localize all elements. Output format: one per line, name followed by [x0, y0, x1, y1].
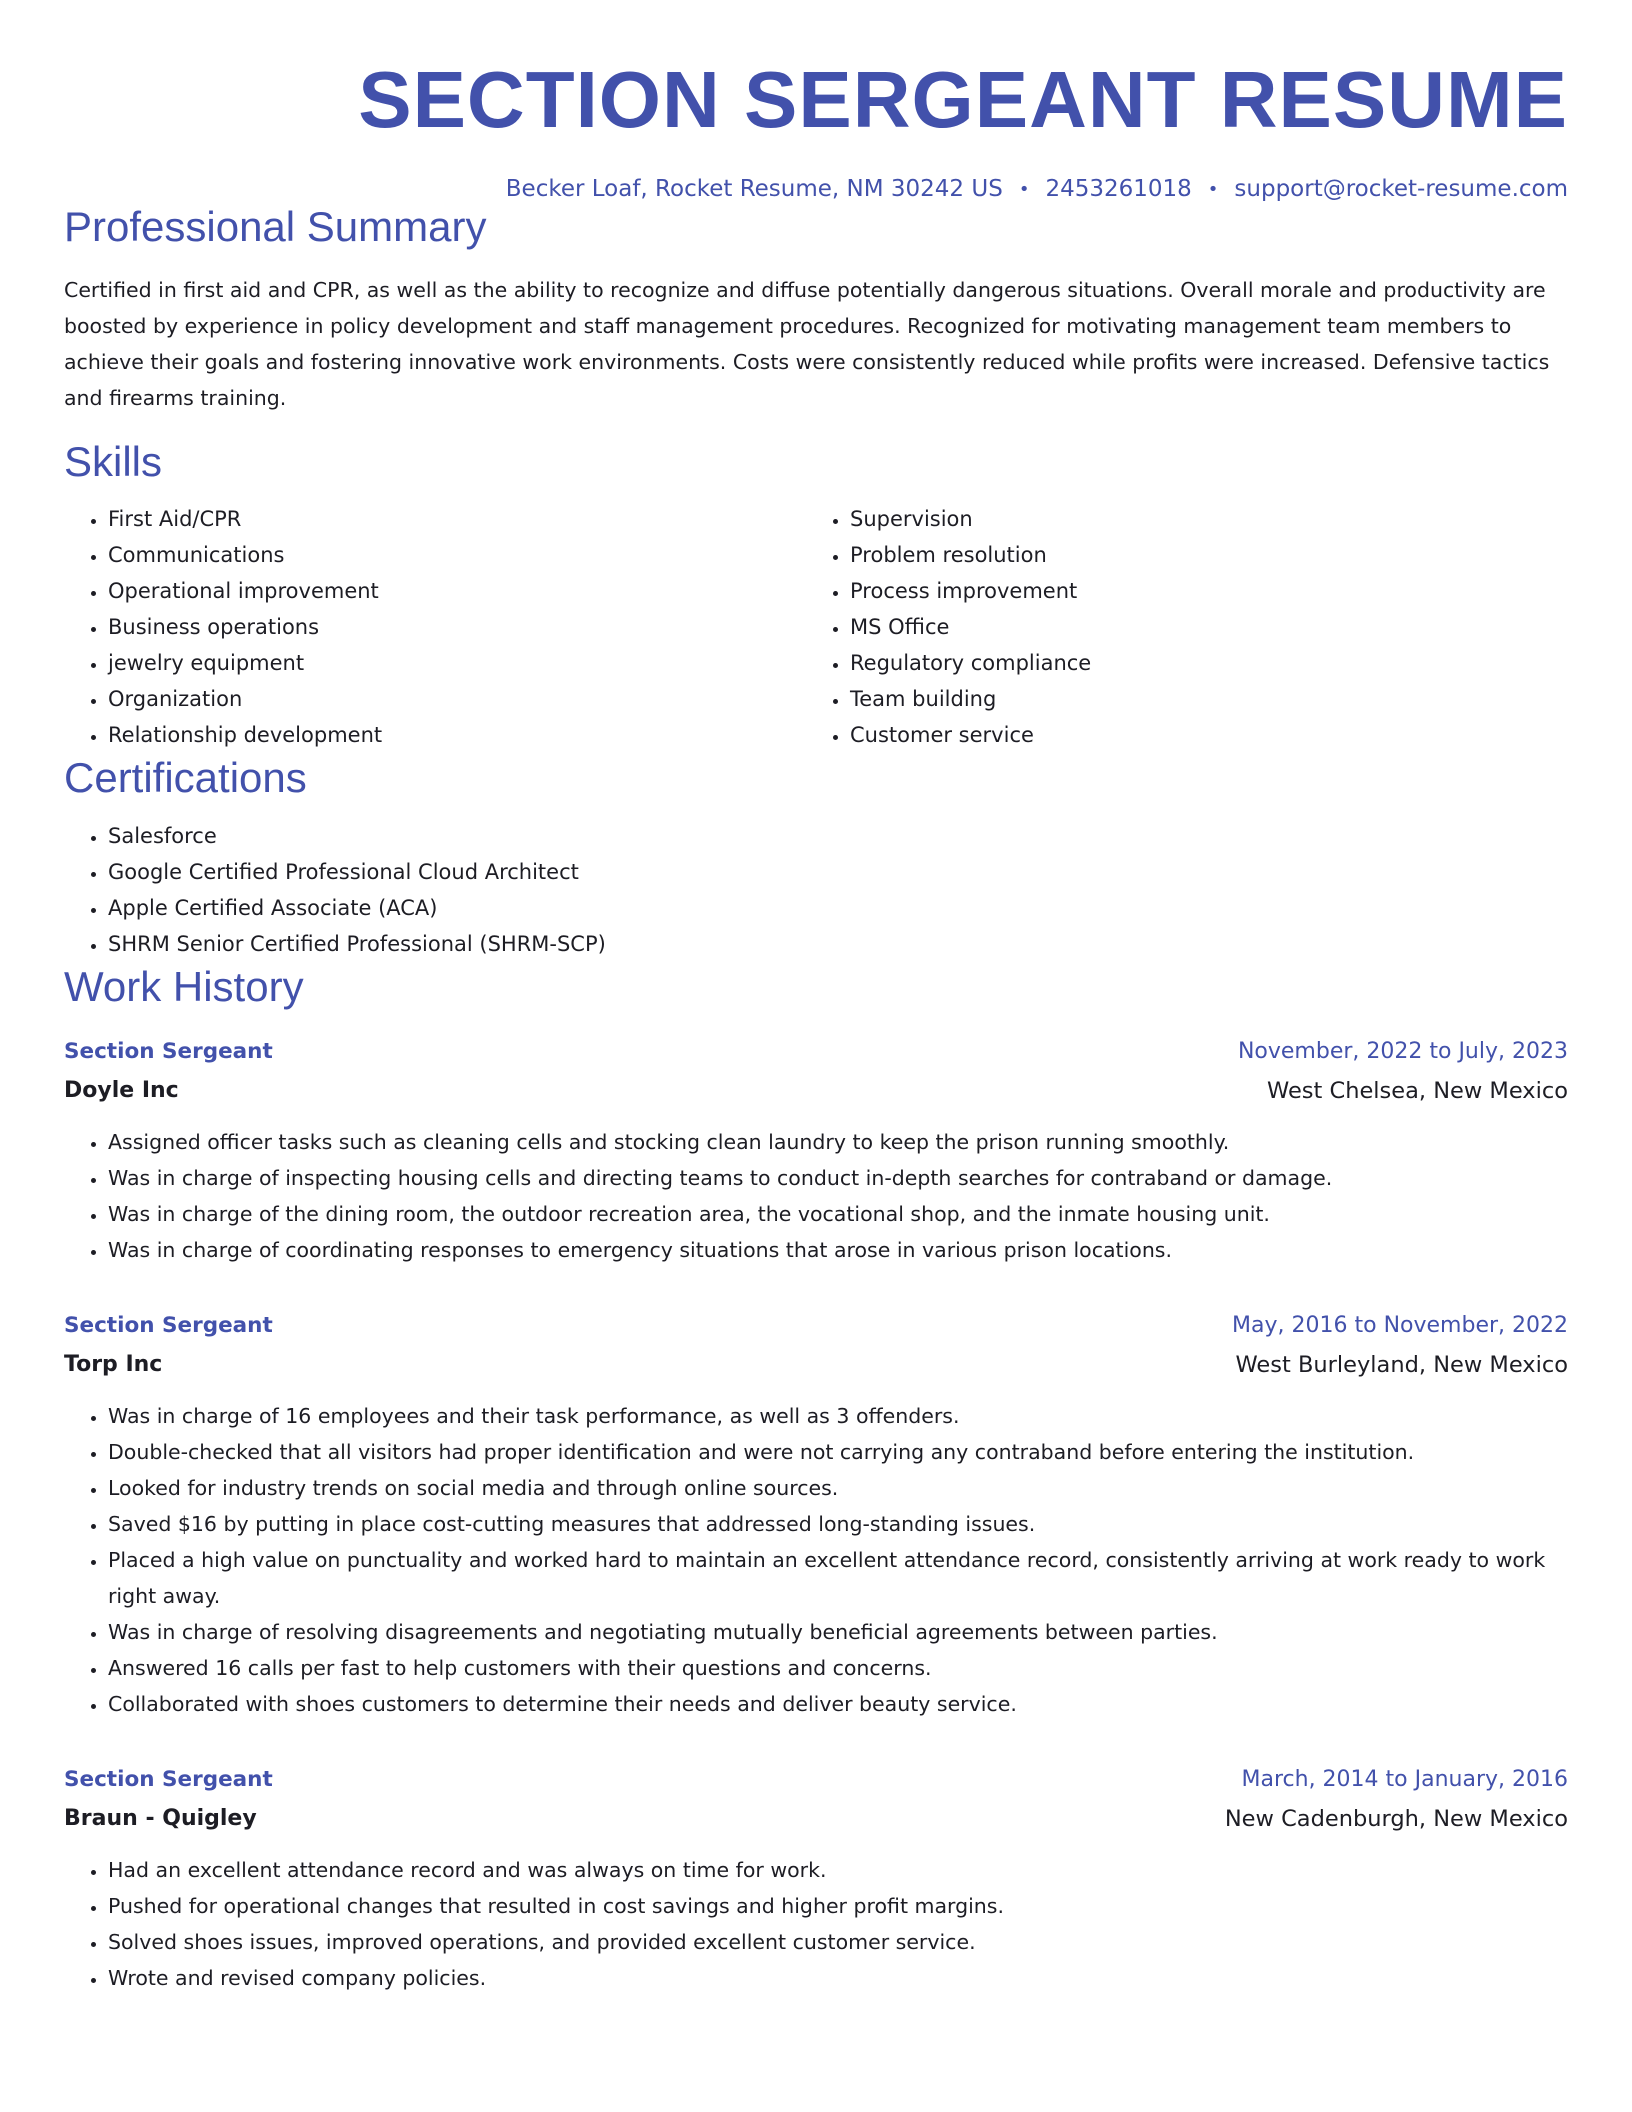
skill-item: • Problem resolution [850, 537, 1568, 573]
job-bullet: • Was in charge of inspecting housing cells and directing teams to conduct in-depth searches for contraband or damage. [108, 1160, 1568, 1196]
skill-item: • First Aid/CPR [108, 501, 806, 537]
job-bullets [64, 1398, 1568, 1722]
job-bullet: • Was in charge of the dining room, the outdoor recreation area, the vocational shop, and the inmate housing unit. [108, 1196, 1568, 1232]
job-bullet: • Looked for industry trends on social media and through online sources. [108, 1470, 1568, 1506]
skill-item: • jewelry equipment [108, 645, 806, 681]
separator-dot: • [1207, 178, 1219, 200]
job-bullet: • Pushed for operational changes that resulted in cost savings and higher profit margins. [108, 1888, 1568, 1924]
separator-dot: • [1018, 178, 1030, 200]
job-bullet: • Collaborated with shoes customers to determine their needs and deliver beauty service. [108, 1686, 1568, 1722]
skills-heading: Skills [64, 437, 163, 485]
job-entry [64, 1760, 1568, 1996]
resume-title: SECTION SERGEANT RESUME [358, 55, 1568, 144]
job-bullet: • Had an excellent attendance record and was always on time for work. [108, 1852, 1568, 1888]
job-location: West Burleyland, New Mexico [1235, 1352, 1568, 1379]
job-bullet: • Solved shoes issues, improved operations, and provided excellent customer service. [108, 1924, 1568, 1960]
skills-column-right [806, 501, 1568, 753]
certification-item: • Google Certified Professional Cloud Architect [108, 854, 1568, 890]
certification-item: • SHRM Senior Certified Professional (SHRM-SCP) [108, 926, 1568, 962]
job-location: New Cadenburgh, New Mexico [1224, 1806, 1568, 1833]
job-bullet: • Answered 16 calls per fast to help customers with their questions and concerns. [108, 1650, 1568, 1686]
skill-item: • Operational improvement [108, 573, 806, 609]
skill-item: • MS Office [850, 609, 1568, 645]
job-bullet: • Was in charge of coordinating responses to emergency situations that arose in various prison locations. [108, 1232, 1568, 1268]
contact-email[interactable]: support@rocket-resume.com [1234, 176, 1568, 202]
job-bullet: • Was in charge of resolving disagreements and negotiating mutually beneficial agreements between parties. [108, 1614, 1568, 1650]
skill-item: • Organization [108, 681, 806, 717]
skill-item: • Customer service [850, 717, 1568, 753]
certification-item: • Salesforce [108, 818, 1568, 854]
skill-item: • Team building [850, 681, 1568, 717]
job-entry [64, 1032, 1568, 1268]
job-bullet: • Placed a high value on punctuality and worked hard to maintain an excellent attendance record, consistently arriving at work ready to work right away. [108, 1542, 1568, 1614]
job-bullets [64, 1852, 1568, 1996]
certifications-heading: Certifications [64, 754, 307, 802]
summary-text: Certified in first aid and CPR, as well as the ability to recognize and diffuse potentially dangerous situations. Overall morale and productivity are boosted by experience in policy development and staff management procedures. Recognized for motivating management team members to achieve their goals and fostering innovative work environments. Costs were consistently reduced while profits were increased. Defensive tactics and firearms training. [64, 278, 1550, 411]
skill-item: • Supervision [850, 501, 1568, 537]
job-company: Torp Inc [64, 1352, 163, 1378]
job-bullets [64, 1124, 1568, 1268]
work-history-heading: Work History [64, 962, 304, 1010]
job-title: Section Sergeant [64, 1767, 273, 1793]
job-company: Doyle Inc [64, 1078, 179, 1104]
skills-list [64, 501, 1568, 753]
job-bullet: • Assigned officer tasks such as cleaning cells and stocking clean laundry to keep the prison running smoothly. [108, 1124, 1568, 1160]
job-dates: November, 2022 to July, 2023 [1237, 1039, 1568, 1065]
summary-heading: Professional Summary [64, 203, 487, 250]
job-dates: May, 2016 to November, 2022 [1232, 1313, 1568, 1339]
skill-item: • Business operations [108, 609, 806, 645]
job-bullet: • Wrote and revised company policies. [108, 1960, 1568, 1996]
job-location: West Chelsea, New Mexico [1267, 1078, 1568, 1105]
skill-item: • Relationship development [108, 717, 806, 753]
job-bullet: • Was in charge of 16 employees and their task performance, as well as 3 offenders. [108, 1398, 1568, 1434]
contact-line [64, 176, 1568, 202]
job-title: Section Sergeant [64, 1039, 273, 1065]
job-bullet: • Double-checked that all visitors had proper identification and were not carrying any contraband before entering the institution. [108, 1434, 1568, 1470]
job-title: Section Sergeant [64, 1313, 273, 1339]
contact-phone[interactable]: 2453261018 [1045, 176, 1192, 202]
skill-item: • Communications [108, 537, 806, 573]
certifications-list [64, 818, 1568, 962]
job-dates: March, 2014 to January, 2016 [1241, 1767, 1568, 1793]
job-entry [64, 1306, 1568, 1722]
skills-column-left [64, 501, 806, 753]
job-company: Braun - Quigley [64, 1806, 257, 1832]
job-bullet: • Saved $16 by putting in place cost-cutting measures that addressed long-standing issues. [108, 1506, 1568, 1542]
certification-item: • Apple Certified Associate (ACA) [108, 890, 1568, 926]
contact-address: Becker Loaf, Rocket Resume, NM 30242 US [505, 176, 1003, 202]
skill-item: • Regulatory compliance [850, 645, 1568, 681]
skill-item: • Process improvement [850, 573, 1568, 609]
